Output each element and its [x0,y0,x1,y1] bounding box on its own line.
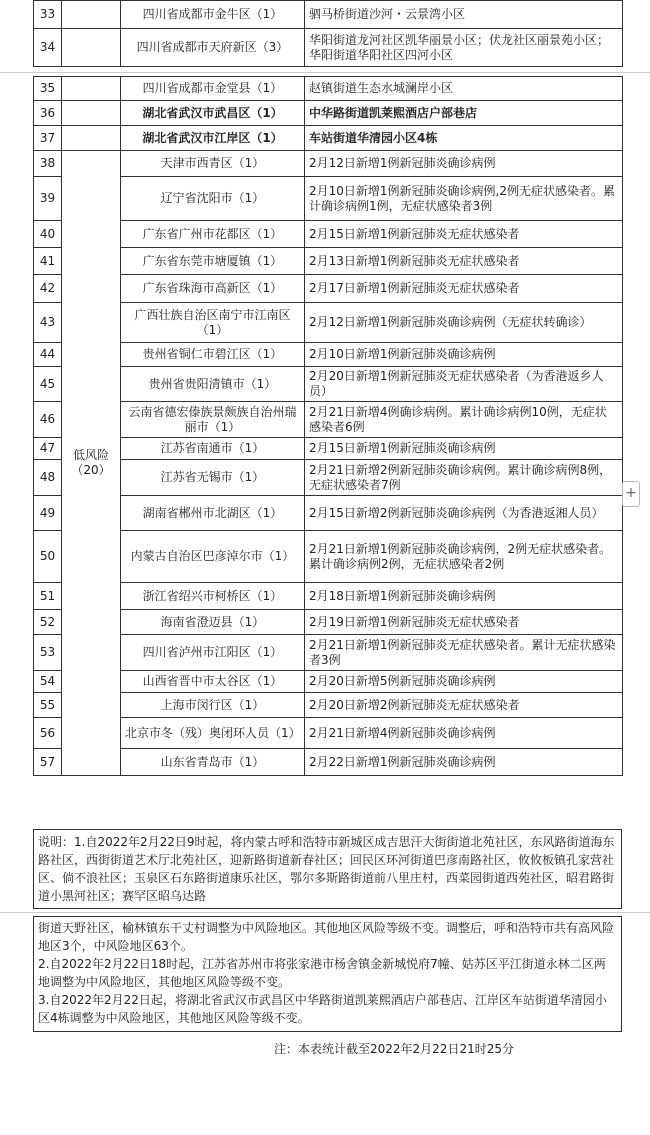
notes-continuation: 街道天野社区，榆林镇东干丈村调整为中风险地区。其他地区风险等级不变。调整后，呼和浩特市共有高风险地区3个，中风险地区63个。 [38,921,615,953]
area-name: 湖北省武汉市武昌区（1） [121,101,305,126]
row-number: 44 [34,343,62,367]
area-name: 海南省澄迈县（1） [121,610,305,635]
area-name: 四川省成都市金牛区（1） [121,1,305,29]
area-detail: 2月21日新增2例新冠肺炎确诊病例。累计确诊病例8例，无症状感染者7例 [305,460,623,496]
page-divider-top [0,72,650,73]
table-row [34,531,623,583]
table-row [34,671,623,693]
row-number: 41 [34,248,62,275]
risk-level-count: （20） [71,463,111,477]
table-row [34,177,623,221]
table-row [34,749,623,776]
notes-text-part1: 说明：1.自2022年2月22日9时起，将内蒙古呼和浩特市新城区成吉思汗大街街道北苑社区，东风路街道海东路社区，西街街道艺术厅北苑社区，迎新路街道新春社区；回民区环河街道巴彦南路社区，攸攸板镇孔家营社区、倘不浪社区；玉泉区石东路街道康乐社区，鄂尔多斯路街道前八里庄村，西菜园街道西苑社区，昭君路街道小黑河社区；赛罕区昭乌达路 [38,835,615,903]
area-name: 天津市西青区（1） [121,151,305,177]
table-row [34,151,623,177]
row-number: 33 [34,1,62,29]
area-name: 江苏省无锡市（1） [121,460,305,496]
area-name: 四川省成都市天府新区（3） [121,29,305,67]
area-name: 广东省珠海市高新区（1） [121,275,305,303]
area-name: 广东省广州市花都区（1） [121,221,305,248]
table-row [34,693,623,718]
area-name: 贵州省铜仁市碧江区（1） [121,343,305,367]
row-number: 48 [34,460,62,496]
row-number: 52 [34,610,62,635]
low-risk-level-cell [62,151,121,776]
area-detail: 2月21日新增4例确诊病例。累计确诊病例10例，无症状感染者6例 [305,402,623,438]
area-name: 辽宁省沈阳市（1） [121,177,305,221]
area-name: 四川省泸州市江阳区（1） [121,635,305,671]
table-row [34,29,623,67]
table-row [34,635,623,671]
area-detail: 华阳街道龙河社区凯华丽景小区；伏龙社区丽景苑小区；华阳街道华阳社区四河小区 [305,29,623,67]
table-row [34,367,623,402]
area-name: 广西壮族自治区南宁市江南区（1） [121,303,305,343]
row-number: 55 [34,693,62,718]
area-detail: 驷马桥街道沙河・云景湾小区 [305,1,623,29]
area-detail: 2月15日新增2例新冠肺炎确诊病例（为香港返湘人员） [305,496,623,531]
area-name: 江苏省南通市（1） [121,438,305,460]
row-number: 39 [34,177,62,221]
area-detail: 2月20日新增2例新冠肺炎无症状感染者 [305,693,623,718]
risk-level-cell [62,126,121,151]
top-table-fragment [33,0,623,67]
row-number: 51 [34,583,62,610]
risk-area-table [33,76,623,776]
area-detail: 车站街道华清园小区4栋 [305,126,623,151]
row-number: 43 [34,303,62,343]
risk-level-cell [62,101,121,126]
area-name: 贵州省贵阳清镇市（1） [121,367,305,402]
row-number: 50 [34,531,62,583]
area-detail: 2月12日新增1例新冠肺炎确诊病例（无症状转确诊） [305,303,623,343]
row-number: 45 [34,367,62,402]
area-detail: 中华路街道凯莱熙酒店户部巷店 [305,101,623,126]
area-detail: 2月21日新增1例新冠肺炎无症状感染者。累计无症状感染者3例 [305,635,623,671]
row-number: 34 [34,29,62,67]
table-row [34,610,623,635]
table-row [34,438,623,460]
table-row [34,275,623,303]
area-name: 广东省东莞市塘厦镇（1） [121,248,305,275]
area-detail: 2月10日新增1例新冠肺炎确诊病例 [305,343,623,367]
table-row [34,126,623,151]
row-number: 49 [34,496,62,531]
notes-box-part1 [33,829,622,909]
risk-level-cell [62,1,121,29]
area-name: 浙江省绍兴市柯桥区（1） [121,583,305,610]
row-number: 57 [34,749,62,776]
area-detail: 2月21日新增1例新冠肺炎确诊病例，2例无症状感染者。累计确诊病例2例，无症状感染者2例 [305,531,623,583]
area-detail: 2月13日新增1例新冠肺炎无症状感染者 [305,248,623,275]
table-row [34,303,623,343]
area-detail: 2月20日新增1例新冠肺炎无症状感染者（为香港返乡人员） [305,367,623,402]
table-row [34,343,623,367]
note-item-3: 3.自2022年2月22日起，将湖北省武汉市武昌区中华路街道凯莱熙酒店户部巷店、江岸区车站街道华清园小区4栋调整为中风险地区，其他地区风险等级不变。 [38,993,607,1025]
area-detail: 赵镇街道生态水城澜岸小区 [305,77,623,101]
area-detail: 2月12日新增1例新冠肺炎确诊病例 [305,151,623,177]
area-name: 四川省成都市金堂县（1） [121,77,305,101]
row-number: 42 [34,275,62,303]
area-detail: 2月20日新增5例新冠肺炎确诊病例 [305,671,623,693]
page-divider-bottom [0,912,650,913]
risk-level-label: 低风险 [72,448,109,462]
row-number: 38 [34,151,62,177]
area-name: 山西省晋中市太谷区（1） [121,671,305,693]
area-name: 湖南省郴州市北湖区（1） [121,496,305,531]
notes-box-part2 [33,916,622,1032]
area-name: 内蒙古自治区巴彦淖尔市（1） [121,531,305,583]
area-detail: 2月18日新增1例新冠肺炎确诊病例 [305,583,623,610]
area-detail: 2月22日新增1例新冠肺炎确诊病例 [305,749,623,776]
area-detail: 2月21日新增4例新冠肺炎确诊病例 [305,718,623,749]
area-detail: 2月15日新增1例新冠肺炎无症状感染者 [305,221,623,248]
table-row [34,496,623,531]
row-number: 56 [34,718,62,749]
note-item-2: 2.自2022年2月22日18时起，江苏省苏州市将张家港市杨舍镇金新城悦府7幢、姑苏区平江街道永林二区两地调整为中风险地区，其他地区风险等级不变。 [38,957,606,989]
table-row [34,1,623,29]
area-name: 山东省青岛市（1） [121,749,305,776]
statistics-footnote: 注：本表统计截至2022年2月22日21时25分 [274,1042,514,1056]
row-number: 47 [34,438,62,460]
table-row [34,77,623,101]
risk-level-cell [62,77,121,101]
area-name: 上海市闵行区（1） [121,693,305,718]
area-name: 云南省德宏傣族景颇族自治州瑞丽市（1） [121,402,305,438]
area-name: 湖北省武汉市江岸区（1） [121,126,305,151]
row-number: 46 [34,402,62,438]
area-detail: 2月15日新增1例新冠肺炎确诊病例 [305,438,623,460]
row-number: 37 [34,126,62,151]
row-number: 35 [34,77,62,101]
area-detail: 2月17日新增1例新冠肺炎无症状感染者 [305,275,623,303]
area-detail: 2月19日新增1例新冠肺炎无症状感染者 [305,610,623,635]
table-row [34,583,623,610]
table-row [34,718,623,749]
area-name: 北京市冬（残）奥闭环人员（1） [121,718,305,749]
table-row [34,402,623,438]
add-icon[interactable]: + [622,481,640,507]
row-number: 40 [34,221,62,248]
risk-level-cell [62,29,121,67]
table-row [34,460,623,496]
row-number: 36 [34,101,62,126]
table-row [34,221,623,248]
area-detail: 2月10日新增1例新冠肺炎确诊病例,2例无症状感染者。累计确诊病例1例，无症状感染者3例 [305,177,623,221]
row-number: 54 [34,671,62,693]
row-number: 53 [34,635,62,671]
table-row [34,101,623,126]
table-row [34,248,623,275]
